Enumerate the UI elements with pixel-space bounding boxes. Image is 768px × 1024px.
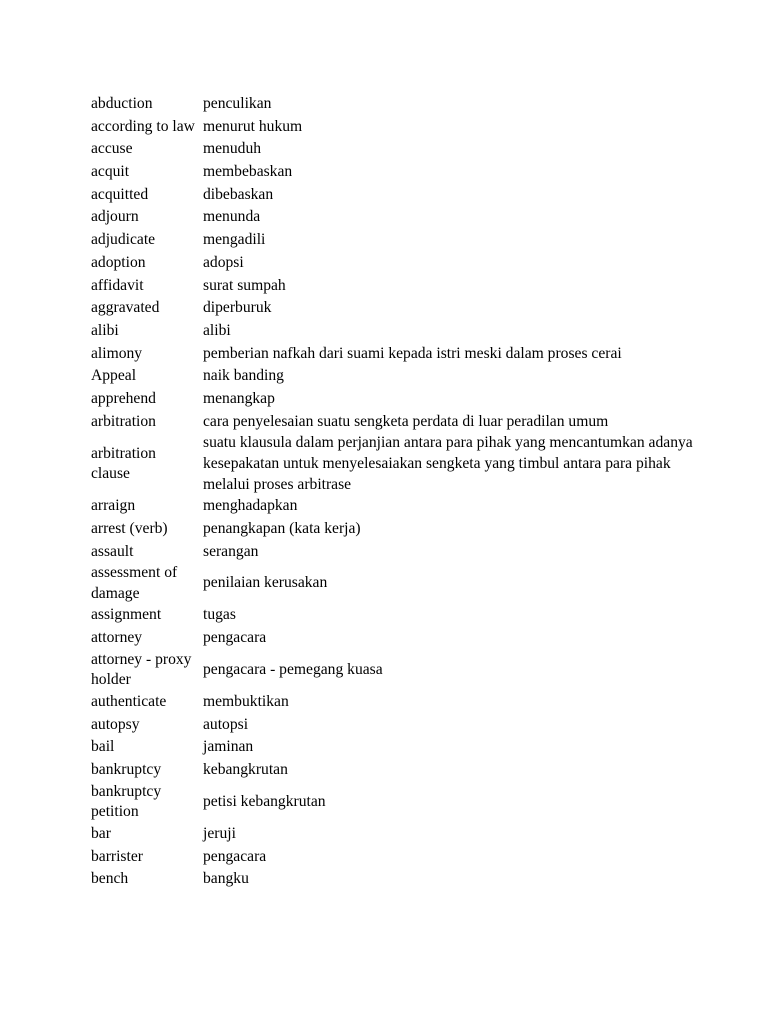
indonesian-translation: naik banding	[203, 367, 284, 385]
indonesian-translation: pemberian nafkah dari suami kepada istri meski dalam proses cerai	[203, 344, 622, 362]
indonesian-translation: pengacara	[203, 847, 267, 865]
english-term: Appeal	[91, 367, 137, 385]
glossary-body	[85, 93, 695, 891]
english-term: alimony	[91, 344, 143, 362]
english-term: assessment of damage	[91, 564, 178, 602]
indonesian-translation: tugas	[203, 606, 236, 624]
table-row	[85, 650, 695, 691]
english-term: adjourn	[91, 208, 139, 226]
english-term: attorney	[91, 629, 143, 647]
table-row	[85, 275, 695, 298]
english-term: arrest (verb)	[91, 519, 168, 537]
indonesian-translation: bangku	[203, 870, 249, 888]
table-row	[85, 93, 695, 116]
indonesian-translation: penilaian kerusakan	[203, 574, 328, 592]
english-term: bankruptcy	[91, 761, 162, 779]
indonesian-translation: penangkapan (kata kerja)	[203, 519, 361, 537]
indonesian-translation: menangkap	[203, 389, 275, 407]
english-term: assignment	[91, 606, 162, 624]
indonesian-translation: cara penyelesaian suatu sengketa perdata di luar peradilan umum	[203, 412, 609, 430]
table-row	[85, 868, 695, 891]
indonesian-translation: diperburuk	[203, 299, 272, 317]
table-row	[85, 297, 695, 320]
english-term: bankruptcy petition	[91, 782, 162, 821]
english-term: bench	[91, 870, 129, 888]
indonesian-translation: petisi kebangkrutan	[203, 792, 326, 810]
table-row	[85, 563, 695, 604]
table-row	[85, 138, 695, 161]
english-term: bail	[91, 738, 115, 756]
indonesian-translation: adopsi	[203, 253, 244, 271]
english-term: assault	[91, 542, 134, 560]
english-term: attorney - proxy holder	[91, 650, 192, 689]
table-row	[85, 604, 695, 627]
table-row	[85, 116, 695, 139]
indonesian-translation: menunda	[203, 208, 261, 226]
document-page	[85, 93, 695, 891]
english-term: arraign	[91, 497, 136, 515]
table-row	[85, 161, 695, 184]
english-term: according to law	[91, 117, 195, 135]
indonesian-translation: mengadili	[203, 231, 266, 249]
table-row	[85, 736, 695, 759]
english-term: accuse	[91, 140, 133, 158]
indonesian-translation: dibebaskan	[203, 185, 274, 203]
indonesian-translation: suatu klausula dalam perjanjian antara para pihak yang mencantumkan adanya kesepakatan untuk menyelesaiakan sengketa yang timbul antara para pihak melalui proses arbitrase	[203, 434, 693, 493]
english-term: alibi	[91, 321, 119, 339]
indonesian-translation: jeruji	[203, 824, 236, 842]
indonesian-translation: membebaskan	[203, 163, 293, 181]
table-row	[85, 627, 695, 650]
english-term: aggravated	[91, 299, 160, 317]
english-term: bar	[91, 824, 111, 842]
indonesian-translation: menghadapkan	[203, 497, 298, 515]
english-term: adjudicate	[91, 231, 156, 249]
indonesian-translation: pengacara	[203, 629, 267, 647]
table-row	[85, 759, 695, 782]
indonesian-translation: kebangkrutan	[203, 761, 288, 779]
english-term: acquitted	[91, 185, 149, 203]
indonesian-translation: menuduh	[203, 140, 262, 158]
english-term: arbitration clause	[91, 444, 156, 483]
table-row	[85, 691, 695, 714]
english-term: apprehend	[91, 389, 156, 407]
table-row	[85, 714, 695, 737]
table-row	[85, 495, 695, 518]
indonesian-translation: penculikan	[203, 95, 272, 113]
table-row	[85, 252, 695, 275]
english-term: affidavit	[91, 276, 144, 294]
english-term: barrister	[91, 847, 143, 865]
table-row	[85, 540, 695, 563]
english-term: adoption	[91, 253, 146, 271]
table-row	[85, 846, 695, 869]
english-term: authenticate	[91, 692, 167, 710]
table-row	[85, 782, 695, 823]
indonesian-translation: pengacara - pemegang kuasa	[203, 661, 383, 679]
table-row	[85, 411, 695, 434]
indonesian-translation: serangan	[203, 542, 259, 560]
english-term: arbitration	[91, 412, 156, 430]
table-row	[85, 206, 695, 229]
table-row	[85, 433, 695, 495]
table-row	[85, 388, 695, 411]
indonesian-translation: autopsi	[203, 715, 249, 733]
table-row	[85, 518, 695, 541]
table-row	[85, 184, 695, 207]
english-term: acquit	[91, 163, 130, 181]
indonesian-translation: alibi	[203, 321, 231, 339]
indonesian-translation: surat sumpah	[203, 276, 286, 294]
table-row	[85, 823, 695, 846]
indonesian-translation: membuktikan	[203, 692, 289, 710]
table-row	[85, 320, 695, 343]
indonesian-translation: menurut hukum	[203, 117, 303, 135]
indonesian-translation: jaminan	[203, 738, 254, 756]
legal-glossary-table	[85, 93, 695, 891]
table-row	[85, 343, 695, 366]
english-term: abduction	[91, 95, 153, 113]
table-row	[85, 229, 695, 252]
english-term: autopsy	[91, 715, 140, 733]
table-row	[85, 365, 695, 388]
